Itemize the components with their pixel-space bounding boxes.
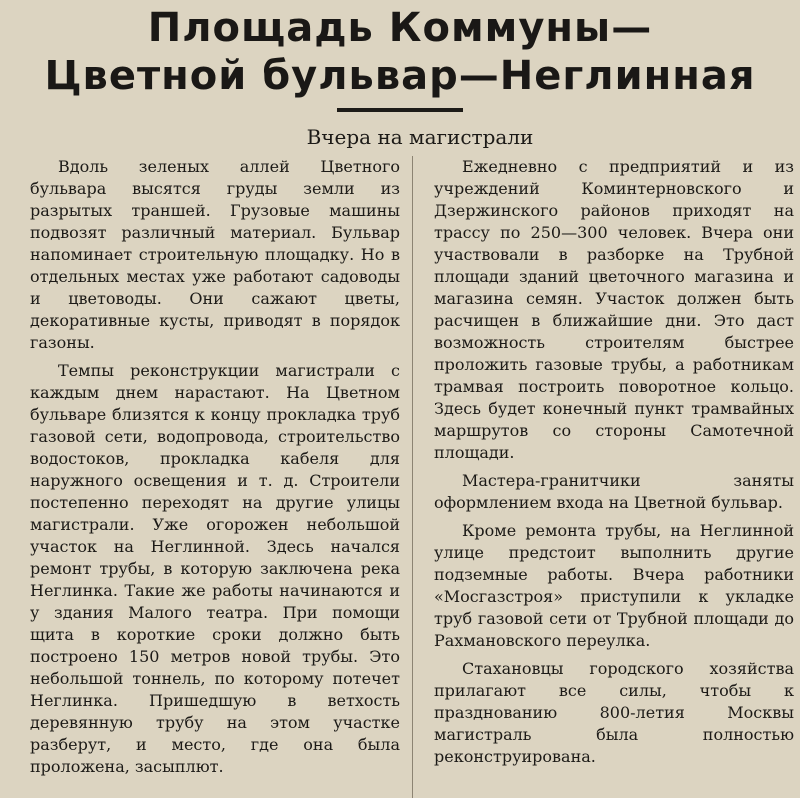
paragraph: Кроме ремонта трубы, на Неглинной улице предстоит выполнить другие подземные работы. Вчера работники «Мосгазстроя» приступили к укладке труб газовой сети от Трубной площади до Рахмановского переулка. xyxy=(434,521,794,650)
paragraph: Ежедневно с предприятий и из учреждений Коминтерновского и Дзержинского районов приходят на трассу по 250—300 человек. Вчера они участвовали в разборке на Трубной площади зданий цветочного магазина и магазина семян. Участок должен быть расчищен в ближайшие дни. Это даст возможность строителям быстрее проложить газовые трубы, а работникам трамвая построить поворотное кольцо. Здесь будет конечный пункт трамвайных маршрутов со стороны Самотечной площади. xyxy=(434,157,794,462)
paragraph: Темпы реконструкции магистрали с каждым днем нарастают. На Цветном бульваре близятся к концу прокладка труб газовой сети, водопровода, строительство водостоков, прокладка кабеля для наружного освещения и т. д. Строители постепенно переходят на другие улицы магистрали. Уже огорожен небольшой участок на Неглинной. Здесь начался ремонт трубы, в которую заключена река Неглинка. Такие же работы начинаются и у здания Малого театра. При помощи щита в короткие сроки должно быть построено 150 метров новой трубы. Это небольшой тоннель, по которому потечет Неглинка. Пришедшую в ветхость деревянную трубу на этом участке разберут, и место, где она была проложена, засыплют. xyxy=(30,361,400,776)
headline-line-1: Площадь Коммуны— xyxy=(147,5,653,51)
column-right xyxy=(434,156,794,774)
paragraph: Стахановцы городского хозяйства прилагают все силы, чтобы к празднованию 800-летия Москвы магистраль была полностью реконструирована. xyxy=(434,659,794,766)
paragraph: Вдоль зеленых аллей Цветного бульвара высятся груды земли из разрытых траншей. Грузовые машины подвозят различный материал. Бульвар напоминает строительную площадку. Но в отдельных местах уже работают садоводы и цветоводы. Они сажают цветы, декоративные кусты, приводят в порядок газоны. xyxy=(30,157,400,352)
column-divider xyxy=(412,156,413,798)
headline xyxy=(0,0,800,100)
article-columns xyxy=(10,156,792,798)
headline-line-2: Цветной бульвар—Неглинная xyxy=(44,53,756,99)
paragraph: Мастера-гранитчики заняты оформлением входа на Цветной бульвар. xyxy=(434,471,794,512)
column-left xyxy=(30,156,400,784)
headline-rule xyxy=(337,108,463,112)
kicker: Вчера на магистрали xyxy=(306,125,534,149)
